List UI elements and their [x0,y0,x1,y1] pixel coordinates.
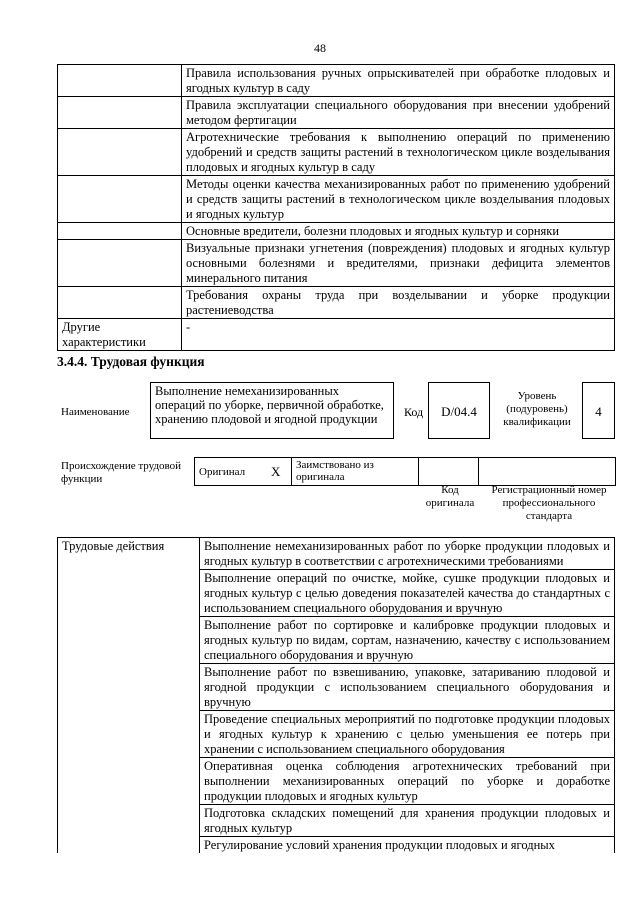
table-row: Подготовка складских помещений для хранения продукции плодовых и ягодных культур [200,805,615,837]
table-row: Регулирование условий хранения продукции плодовых и ягодных [200,837,615,854]
table-cell-empty [58,129,182,176]
table-row: Требования охраны труда при возделывании и уборке продукции растениеводства [182,287,615,319]
table-row: Правила эксплуатации специального оборудования при внесении удобрений методом фертигации [182,97,615,129]
table-row: Агротехнические требования к выполнению операций по применению удобрений и средств защиты растений в технологическом цикле возделывания плодовых и ягодных культур в саду [182,129,615,176]
table-row: Проведение специальных мероприятий по подготовке продукции плодовых и ягодных культур к хранению с целью уменьшения ее потерь при хранении с использованием специального оборудования [200,711,615,758]
table-row: Выполнение работ по сортировке и калибровке продукции плодовых и ягодных культур по видам, сортам, назначению, качеству с использованием специального оборудования и вручную [200,617,615,664]
table-cell-empty [58,223,182,240]
other-characteristics-value: - [182,319,615,351]
origin-label: Происхождение трудовой функции [61,460,182,485]
table-row: Выполнение операций по очистке, мойке, сушке продукции плодовых и ягодных культур с целью доведения показателей качества до стандартных с использованием специального оборудования и вручную [200,570,615,617]
table-row: Выполнение работ по взвешиванию, упаковке, затариванию плодовой и ягодной продукции с использованием специального оборудования и вручную [200,664,615,711]
table-cell-empty [58,617,200,664]
original-label: Оригинал [195,458,261,486]
table-cell-empty [58,287,182,319]
table-row: Основные вредители, болезни плодовых и ягодных культур и сорняки [182,223,615,240]
labor-actions-table [57,537,615,853]
knowledge-table [57,64,615,351]
code-label: Код [404,405,424,419]
origin-table [194,457,616,486]
code-original-cell [419,458,479,486]
table-cell-empty [58,664,200,711]
original-mark: X [261,458,292,486]
table-row: Правила использования ручных опрыскивателей при обработке плодовых и ягодных культур в саду [182,65,615,97]
table-cell-empty [58,97,182,129]
table-cell-empty [58,240,182,287]
table-cell-empty [58,570,200,617]
table-row: Выполнение немеханизированных работ по уборке продукции плодовых и ягодных культур в соответствии с агротехническими требованиями [200,538,615,570]
name-label: Наименование [61,406,130,418]
table-cell-empty [58,176,182,223]
table-row: Оперативная оценка соблюдения агротехнических требований при выполнении механизированных операций по уборке и доработке продукции плодовых и ягодных культур [200,758,615,805]
qualification-level-label: Уровень (подуровень) квалификации [503,390,571,428]
borrowed-label: Заимствовано из оригинала [292,458,419,486]
table-row: Визуальные признаки угнетения (повреждения) плодовых и ягодных культур основными болезнями и вредителями, признаки дефицита элементов минерального питания [182,240,615,287]
table-cell-empty [58,805,200,837]
reg-number-cell [479,458,616,486]
table-row: Методы оценки качества механизированных работ по применению удобрений и средств защиты растений в технологическом цикле возделывания плодовых и ягодных культур [182,176,615,223]
other-characteristics-label: Другие характеристики [58,319,182,351]
function-name-box: Выполнение немеханизированных операций по уборке, первичной обработке, хранению плодовой и ягодной продукции [150,382,394,439]
code-original-label: Код оригинала [425,484,475,509]
qualification-level-box: 4 [582,382,615,439]
section-heading: 3.4.4. Трудовая функция [57,354,205,369]
table-cell-empty [58,65,182,97]
table-cell-empty [58,758,200,805]
table-cell-empty [58,837,200,854]
reg-number-label: Регистрационный номер профессионального стандарта [491,484,607,522]
code-box: D/04.4 [428,382,490,439]
labor-actions-label: Трудовые действия [58,538,200,570]
table-cell-empty [58,711,200,758]
page-number: 48 [314,41,326,55]
